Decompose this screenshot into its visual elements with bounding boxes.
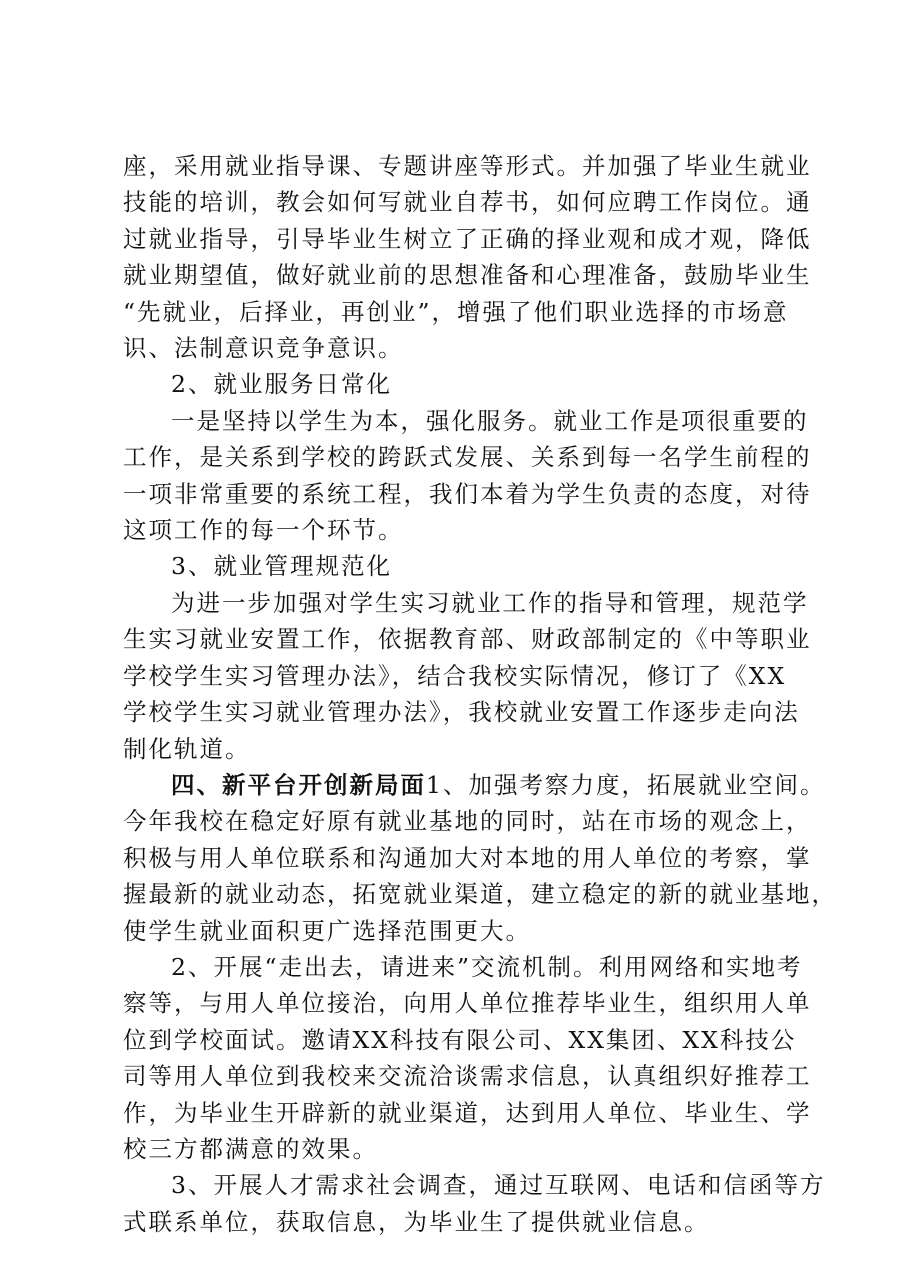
paragraph-management [123,585,813,767]
text-line: 工作，是关系到学校的跨跃式发展、关系到每一名学生前程的 [123,443,812,472]
text-line: 位到学校面试。邀请XX科技有限公司、XX集团、XX科技公 [123,1025,797,1054]
text-line: 积极与用人单位联系和沟通加大对本地的用人单位的考察，掌 [123,843,812,872]
text-line: 座，采用就业指导课、专题讲座等形式。并加强了毕业生就业 [123,152,812,180]
text-line: 生实习就业安置工作，依据教育部、财政部制定的《中等职业 [123,625,812,654]
text-line: “先就业，后择业，再创业”，增强了他们职业选择的市场意 [123,297,789,326]
text-line: 察等，与用人单位接治，向用人单位推荐毕业生，组织用人单 [123,989,812,1018]
paragraph-section-four [123,767,837,949]
section-four-line [123,767,826,803]
text-line: 使学生就业面积更广选择范围更大。 [123,916,531,945]
text-line: 学校学生实习管理办法》，结合我校实际情况，修订了《XX [123,661,787,690]
section-four-heading: 四、新平台开创新局面 [171,770,426,799]
text-line: 技能的培训，教会如何写就业自荐书，如何应聘工作岗位。通 [123,188,812,217]
text-line: 司等用人单位到我校来交流洽谈需求信息，认真组织好推荐工 [123,1062,812,1091]
text-line: 制化轨道。 [123,734,251,763]
text-line: 过就业指导，引导毕业生树立了正确的择业观和成才观，降低 [123,224,812,253]
text-line: 式联系单位，获取信息，为毕业生了提供就业信息。 [123,1207,710,1236]
paragraph-survey [123,1167,826,1240]
subheading-service: 2、就业服务日常化 [171,370,392,399]
text-line: 识、法制意识竞争意识。 [123,334,404,363]
text-line: 这项工作的每一个环节。 [123,516,404,545]
paragraph-exchange [123,949,813,1167]
text-line: 就业期望值，做好就业前的思想准备和心理准备，鼓励毕业生 [123,261,812,290]
document-page [123,148,837,1240]
text-line: 学校学生实习就业管理办法》，我校就业安置工作逐步走向法 [123,698,800,727]
text-line: 校三方都满意的效果。 [123,1134,378,1163]
text-line: 3、开展人才需求社会调查，通过互联网、电话和信函等方 [171,1171,826,1200]
text-line: 一项非常重要的系统工程，我们本着为学生负责的态度，对待 [123,479,812,508]
text-line: 作，为毕业生开辟新的就业渠道，达到用人单位、毕业生、学 [123,1098,812,1127]
text-line: 1、加强考察力度，拓展就业空间。 [426,770,826,799]
text-line: 2、开展“走出去，请进来”交流机制。利用网络和实地考 [171,952,803,981]
text-line: 握最新的就业动态，拓宽就业渠道，建立稳定的新的就业基地， [123,880,837,909]
text-line: 为进一步加强对学生实习就业工作的指导和管理，规范学 [171,588,809,617]
text-line: 一是坚持以学生为本，强化服务。就业工作是项很重要的 [171,406,809,435]
paragraph-service [123,403,813,549]
subheading-management: 3、就业管理规范化 [171,552,392,581]
paragraph-guidance [123,148,813,366]
text-line: 今年我校在稳定好原有就业基地的同时，站在市场的观念上， [123,807,812,836]
